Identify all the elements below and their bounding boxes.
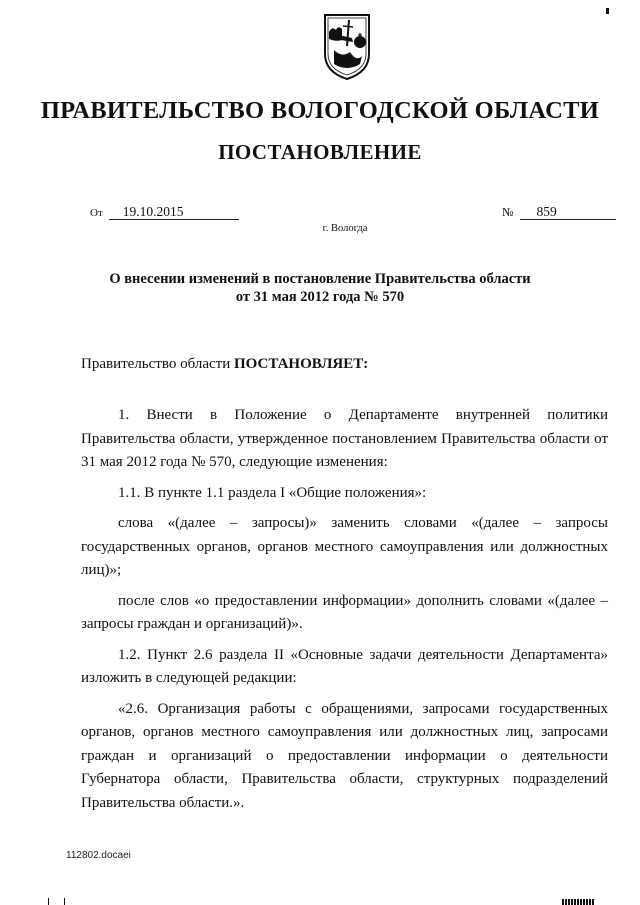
number-value: 859 — [520, 204, 616, 220]
paragraph-1: 1. Внести в Положение о Департаменте внутренней политики Правительства области, утвержденное постановлением Правительства области от 31 мая 2012 года № 570, следующие изменения: — [81, 407, 608, 470]
document-body — [81, 404, 608, 815]
number-label: № — [502, 205, 514, 219]
document-number — [502, 204, 616, 220]
paragraph-1-1-b: после слов «о предоставлении информации» дополнить словами «(далее – запросы граждан и организаций)». — [81, 592, 608, 632]
scan-barcode — [562, 899, 594, 905]
paragraph-2-6-quote: «2.6. Организация работы с обращениями, запросами государственных органов, органов местного самоуправления или должностных лиц, запросами граждан и организаций о предоставлении информации о деятельности Губернатора области, Правительства области, структурных подразделений Правительства области.». — [81, 700, 608, 811]
subject-line-1: О внесении изменений в постановление Правительства области — [109, 271, 531, 287]
date-label: От — [90, 207, 103, 219]
document-date — [90, 204, 239, 220]
preamble-decree-word: ПОСТАНОВЛЯЕТ: — [233, 356, 369, 372]
scan-mark — [64, 898, 65, 905]
preamble-text: Правительство области — [81, 356, 234, 372]
government-title: ПРАВИТЕЛЬСТВО ВОЛОГОДСКОЙ ОБЛАСТИ — [40, 97, 600, 124]
date-value: 19.10.2015 — [109, 204, 239, 220]
document-subject — [0, 270, 640, 306]
paragraph-1-1: 1.1. В пункте 1.1 раздела I «Общие положения»: — [118, 484, 427, 501]
document-type: ПОСТАНОВЛЕНИЕ — [218, 140, 422, 164]
scan-mark — [606, 8, 609, 14]
city-name: г. Вологда — [322, 223, 368, 234]
preamble — [81, 356, 368, 373]
vologda-coat-of-arms-icon — [322, 12, 372, 82]
paragraph-1-1-a: слова «(далее – запросы)» заменить словами «(далее – запросы государственных органов, органов местного самоуправления или должностных лиц)»; — [81, 515, 608, 578]
paragraph-1-2: 1.2. Пункт 2.6 раздела II «Основные задачи деятельности Департамента» изложить в следующей редакции: — [81, 646, 608, 686]
file-name: 112802.docaei — [66, 850, 131, 861]
scan-mark — [48, 898, 49, 905]
subject-line-2: от 31 мая 2012 года № 570 — [235, 289, 405, 305]
